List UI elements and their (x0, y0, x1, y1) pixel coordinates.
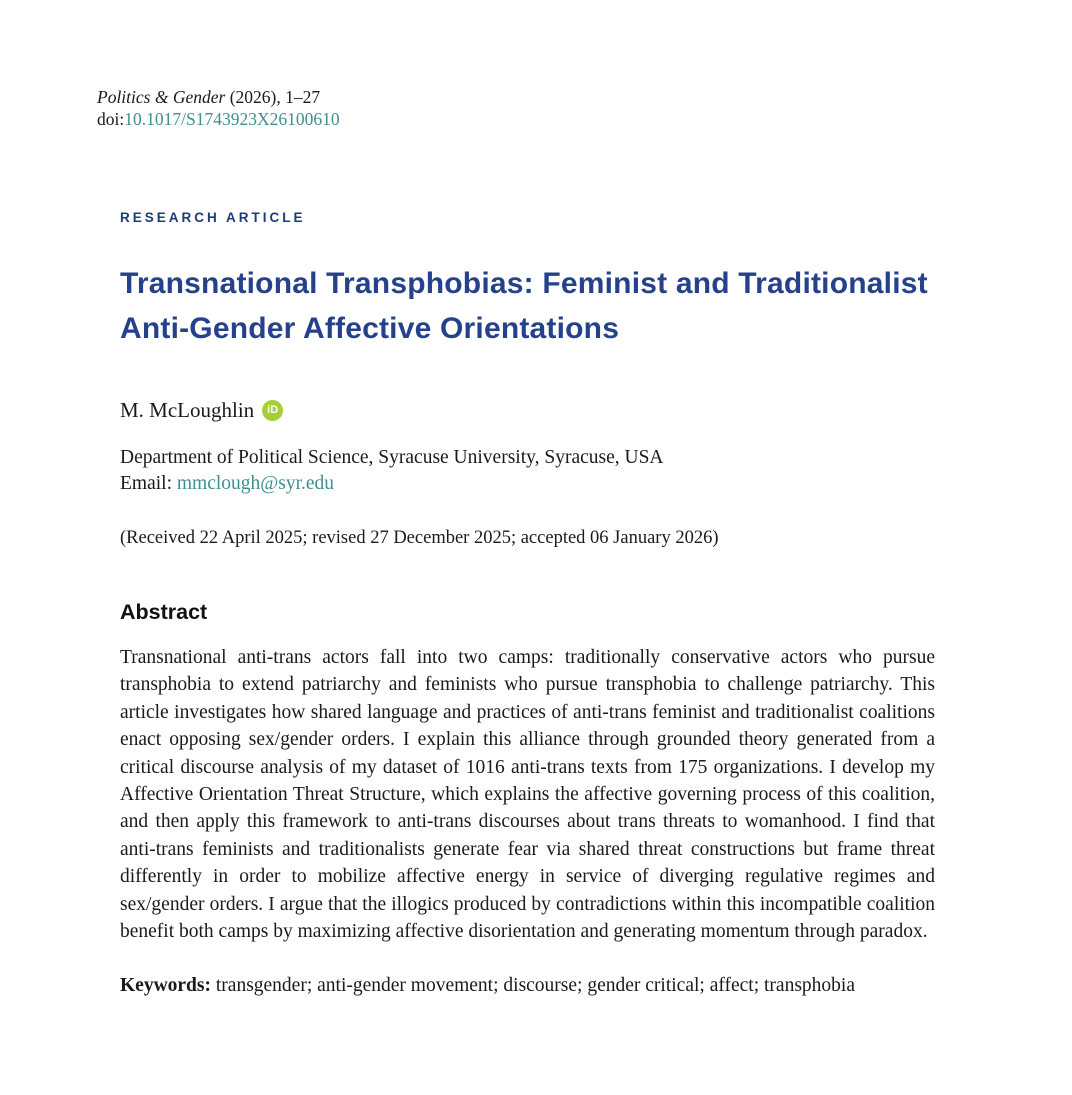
email-label: Email: (120, 473, 177, 494)
article-type-kicker: RESEARCH ARTICLE (120, 210, 306, 225)
doi-line (97, 108, 932, 130)
email-line (120, 471, 932, 497)
journal-issue-info: (2026), 1–27 (225, 87, 321, 107)
orcid-icon[interactable]: iD (262, 400, 283, 421)
abstract-heading: Abstract (120, 600, 208, 624)
email-link[interactable]: mmclough@syr.edu (176, 473, 335, 494)
abstract-text: Transnational anti-trans actors fall into two camps: traditionally conservative actors who pursue transphobia to extend patriarchy and feminists who pursue transphobia to challenge patriarchy. This article investigates how shared language and practices of anti-trans feminist and traditionalist coalitions enact opposing sex/gender orders. I explain this alliance through grounded theory generated from a critical discourse analysis of my dataset of 1016 anti-trans texts from 175 organizations. I develop my Affective Orientation Threat Structure, which explains the affective governing process of this coalition, and then apply this framework to anti-trans discourses about trans threats to womanhood. I find that anti-trans feminists and traditionalists generate fear via shared threat constructions but frame threat differently in order to mobilize affective energy in service of diverging regulative regimes and sex/gender orders. I argue that the illogics produced by contradictions within this incompatible coalition benefit both camps by maximizing affective disorientation and generating momentum through paradox. (120, 647, 935, 943)
keywords-line (120, 972, 935, 999)
journal-name: Politics & Gender (97, 87, 226, 107)
doi-label: doi: (97, 109, 125, 129)
article-body (120, 210, 935, 999)
page-title: Transnational Transphobias: Feminist and Traditionalist Anti-Gender Affective Orientations (120, 267, 928, 345)
author-name: M. McLoughlin (120, 398, 255, 422)
author-line (120, 398, 932, 422)
doi-link[interactable]: 10.1017/S1743923X26100610 (124, 109, 340, 129)
keywords-text: transgender; anti-gender movement; discourse; gender critical; affect; transphobia (211, 975, 855, 997)
journal-citation-line (97, 86, 932, 108)
article-history: (Received 22 April 2025; revised 27 December 2025; accepted 06 January 2026) (120, 528, 719, 548)
keywords-label: Keywords: (120, 975, 211, 997)
author-affiliation: Department of Political Science, Syracuse University, Syracuse, USA (120, 447, 664, 468)
